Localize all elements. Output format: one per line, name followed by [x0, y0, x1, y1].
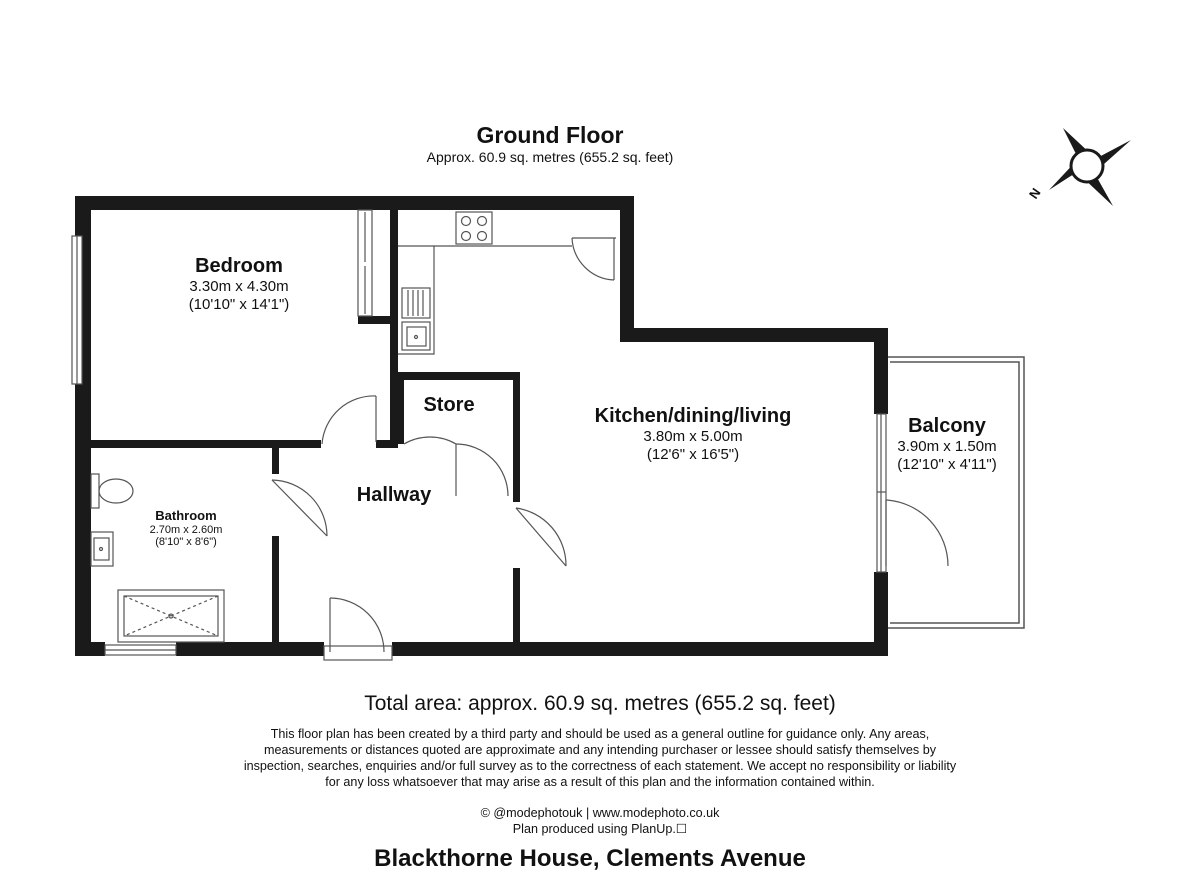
- toilet-cistern: [91, 474, 99, 508]
- sink-drainer: [402, 288, 430, 318]
- wall-bottom-left: [75, 642, 105, 656]
- wardrobe: [358, 210, 372, 316]
- wall-bathroom-hall-upper: [272, 448, 279, 474]
- room-name: Kitchen/dining/living: [594, 405, 792, 427]
- room-label-balcony: [872, 414, 1022, 474]
- bathroom-fixtures: [91, 474, 224, 642]
- room-label-bedroom: [139, 254, 339, 314]
- compass-icon: [1049, 128, 1131, 206]
- floor-area: Approx. 60.9 sq. metres (655.2 sq. feet): [426, 149, 674, 165]
- wall-bedroom-bottom-left: [75, 440, 321, 448]
- wall-kitchen-right-upper: [620, 196, 634, 342]
- credits-line-2: Plan produced using PlanUp.☐: [512, 822, 688, 836]
- room-name: Balcony: [908, 415, 986, 437]
- floor-title: Ground Floor: [476, 122, 624, 148]
- room-imperial: (10'10" x 14'1"): [188, 296, 290, 313]
- wall-store-right-lower: [513, 568, 520, 648]
- property-address: Blackthorne House, Clements Avenue: [374, 845, 806, 872]
- credits: [400, 805, 800, 837]
- room-label-bathroom: [131, 508, 241, 548]
- floor-header: [350, 122, 750, 165]
- kitchen-counters: [398, 212, 572, 354]
- room-imperial: (8'10" x 8'6"): [155, 536, 217, 548]
- wall-right-upper: [874, 328, 888, 414]
- wall-bathroom-hall-lower: [272, 536, 279, 646]
- wall-bedroom-stub: [358, 316, 398, 324]
- shower-tray: [118, 590, 224, 642]
- wall-bedroom-bottom-right: [376, 440, 398, 448]
- disclaimer: [170, 726, 1030, 790]
- wall-kitchen-step: [620, 328, 888, 342]
- total-area: Total area: approx. 60.9 sq. metres (655.2 sq. feet): [364, 692, 836, 715]
- wall-bottom-mid: [176, 642, 324, 656]
- toilet-bowl: [99, 479, 133, 503]
- room-metric: 3.80m x 5.00m: [643, 428, 743, 445]
- room-metric: 2.70m x 2.60m: [149, 524, 223, 536]
- hob: [456, 212, 492, 244]
- room-label-store: Store: [423, 394, 475, 416]
- disclaimer-line: for any loss whatsoever that may arise as a result of this plan and the information contained within.: [325, 775, 875, 789]
- room-metric: 3.30m x 4.30m: [189, 278, 289, 295]
- wall-bottom-right: [392, 642, 888, 656]
- balcony-outline: [886, 357, 1024, 628]
- room-name: Bathroom: [155, 508, 217, 523]
- room-metric: 3.90m x 1.50m: [897, 438, 997, 455]
- room-imperial: (12'6" x 16'5"): [646, 446, 740, 463]
- credits-line-1: © @modephotouk | www.modephoto.co.uk: [480, 806, 720, 820]
- disclaimer-line: This floor plan has been created by a third party and should be used as a general outline for guidance only. Any areas,: [270, 727, 930, 741]
- wall-top-bedroom: [75, 196, 392, 210]
- wall-store-right-upper: [513, 372, 520, 502]
- compass-north-label: N: [1025, 185, 1044, 202]
- room-label-hallway: Hallway: [356, 484, 432, 506]
- disclaimer-line: measurements or distances quoted are approximate and any intending purchaser or lessee should satisfy themselves by: [263, 743, 937, 757]
- room-label-kitchen: [568, 404, 818, 464]
- wall-store-top: [398, 372, 520, 380]
- room-imperial: (12'10" x 4'11"): [897, 456, 997, 473]
- disclaimer-line: inspection, searches, enquiries and/or full survey as to the correctness of each statement. We accept no responsibility or liability: [243, 759, 957, 773]
- room-name: Bedroom: [195, 255, 283, 277]
- wall-top-kitchen: [392, 196, 634, 210]
